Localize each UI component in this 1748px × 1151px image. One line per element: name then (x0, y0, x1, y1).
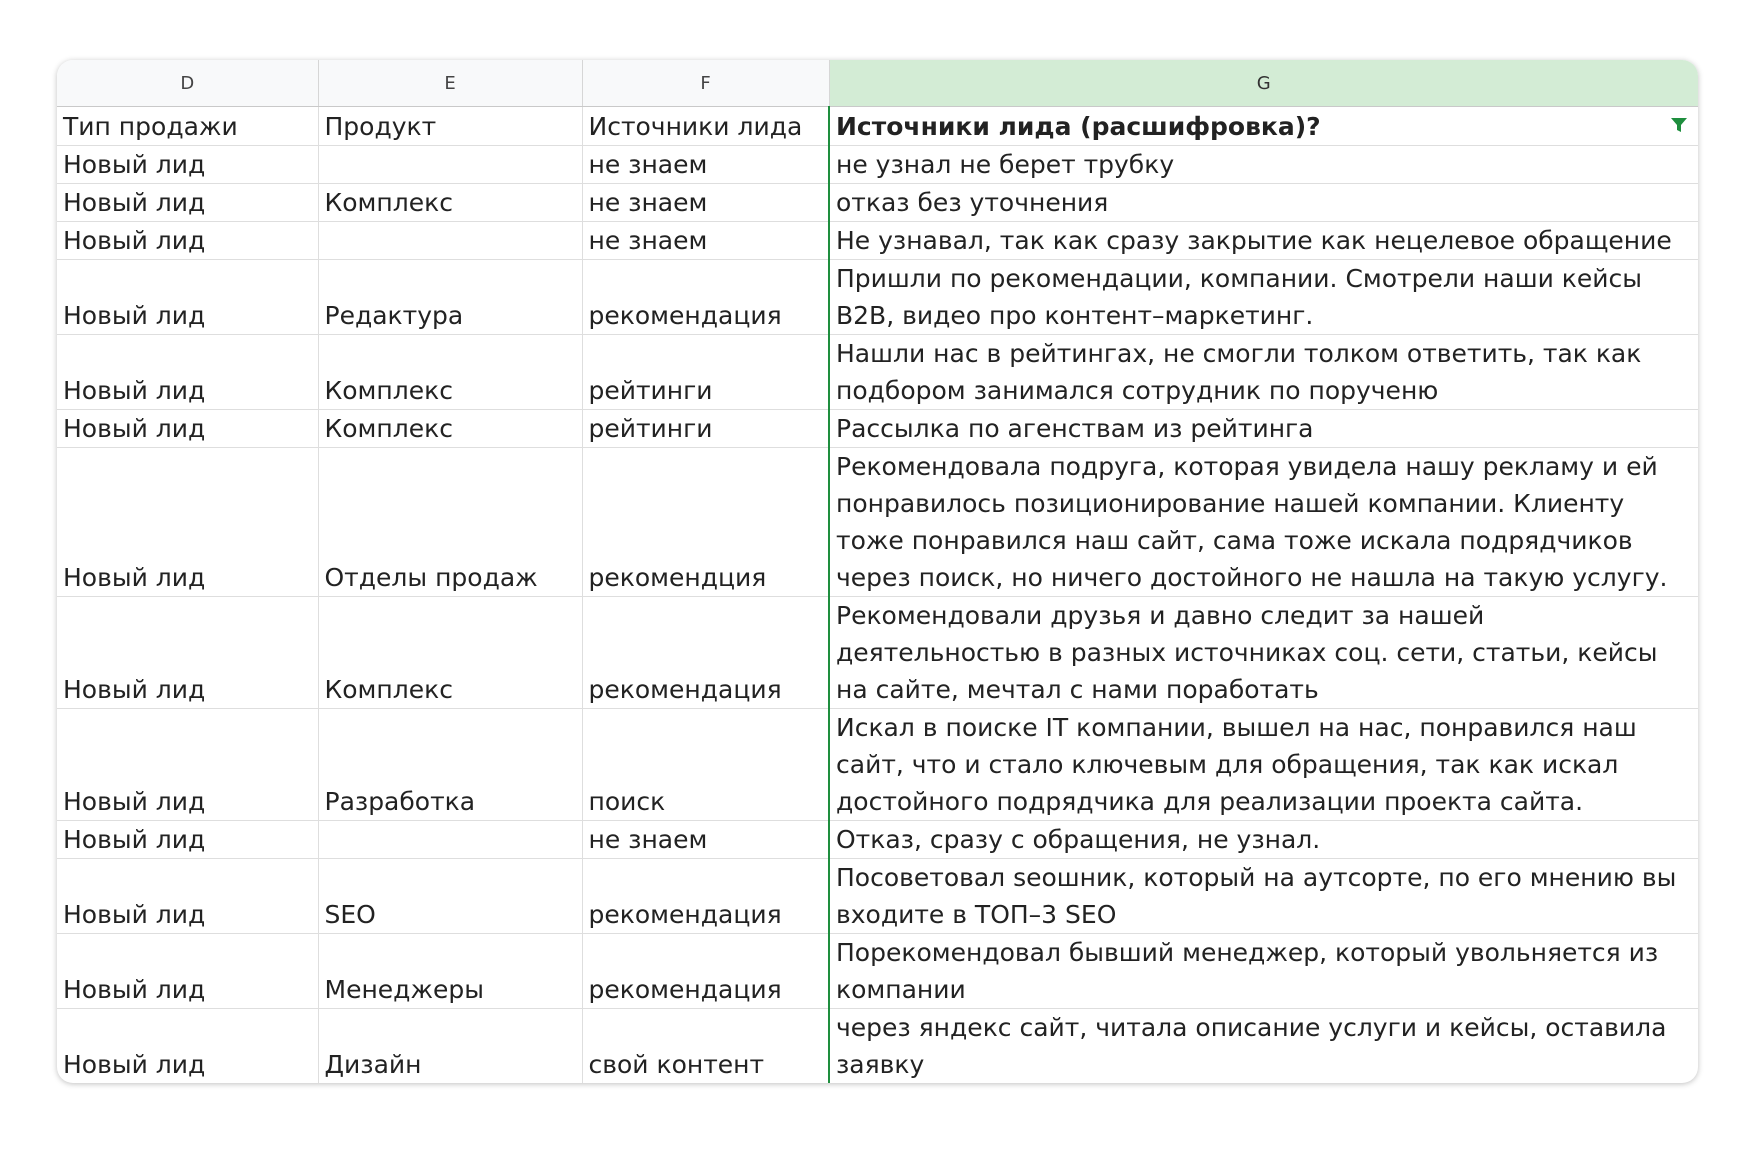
table-row (57, 859, 1698, 934)
column-header-e[interactable]: E (318, 60, 582, 107)
sale-type-cell[interactable]: Новый лид (57, 1009, 318, 1084)
lead-source-cell[interactable]: рекомендация (582, 260, 829, 335)
product-cell[interactable] (318, 821, 582, 859)
lead-source-cell[interactable]: не знаем (582, 821, 829, 859)
table-row (57, 410, 1698, 448)
lead-source-details-cell[interactable]: Порекомендовал бывший менеджер, который увольняется из компании (829, 934, 1698, 1009)
column-header-g[interactable]: G (829, 60, 1698, 107)
table-row (57, 597, 1698, 709)
table-row (57, 184, 1698, 222)
lead-source-cell[interactable]: рейтинги (582, 410, 829, 448)
product-cell[interactable] (318, 146, 582, 184)
product-cell[interactable]: Комплекс (318, 597, 582, 709)
lead-source-details-cell[interactable]: Искал в поиске IT компании, вышел на нас, понравился наш сайт, что и стало ключевым для обращения, так как искал достойного подрядчика для реализации проекта сайта. (829, 709, 1698, 821)
lead-source-cell[interactable]: рекомендация (582, 859, 829, 934)
lead-source-cell[interactable]: рекомендация (582, 597, 829, 709)
table-row (57, 222, 1698, 260)
sale-type-cell[interactable]: Новый лид (57, 934, 318, 1009)
product-cell[interactable]: Отделы продаж (318, 448, 582, 597)
column-header-row (57, 60, 1698, 107)
table-row (57, 934, 1698, 1009)
table-row (57, 260, 1698, 335)
lead-source-cell[interactable]: рекомендация (582, 934, 829, 1009)
lead-source-cell[interactable]: поиск (582, 709, 829, 821)
product-cell[interactable]: Дизайн (318, 1009, 582, 1084)
product-cell[interactable]: Разработка (318, 709, 582, 821)
sale-type-cell[interactable]: Новый лид (57, 335, 318, 410)
sale-type-cell[interactable]: Новый лид (57, 222, 318, 260)
column-header-d[interactable]: D (57, 60, 318, 107)
spreadsheet-grid (57, 60, 1698, 1083)
product-cell[interactable]: Менеджеры (318, 934, 582, 1009)
sale-type-cell[interactable]: Новый лид (57, 597, 318, 709)
sale-type-cell[interactable]: Новый лид (57, 859, 318, 934)
header-cell-product[interactable]: Продукт (318, 107, 582, 146)
table-row (57, 821, 1698, 859)
lead-source-cell[interactable]: не знаем (582, 184, 829, 222)
sale-type-cell[interactable]: Новый лид (57, 709, 318, 821)
data-table (57, 60, 1698, 1083)
lead-source-cell[interactable]: рейтинги (582, 335, 829, 410)
sale-type-cell[interactable]: Новый лид (57, 410, 318, 448)
lead-source-cell[interactable]: не знаем (582, 222, 829, 260)
table-row (57, 1009, 1698, 1084)
lead-source-details-cell[interactable]: Рекомендовали друзья и давно следит за нашей деятельностью в разных источниках соц. сети, статьи, кейсы на сайте, мечтал с нами поработать (829, 597, 1698, 709)
header-cell-lead-source-details[interactable] (829, 107, 1698, 146)
column-header-f[interactable]: F (582, 60, 829, 107)
product-cell[interactable]: Комплекс (318, 184, 582, 222)
lead-source-details-cell[interactable]: через яндекс сайт, читала описание услуги и кейсы, оставила заявку (829, 1009, 1698, 1084)
sale-type-cell[interactable]: Новый лид (57, 260, 318, 335)
product-cell[interactable] (318, 222, 582, 260)
lead-source-cell[interactable]: свой контент (582, 1009, 829, 1084)
sale-type-cell[interactable]: Новый лид (57, 821, 318, 859)
lead-source-details-cell[interactable]: Нашли нас в рейтингах, не смогли толком ответить, так как подбором занимался сотрудник по порученю (829, 335, 1698, 410)
product-cell[interactable]: SEO (318, 859, 582, 934)
product-cell[interactable]: Комплекс (318, 410, 582, 448)
lead-source-cell[interactable]: рекомендция (582, 448, 829, 597)
product-cell[interactable]: Редактура (318, 260, 582, 335)
product-cell[interactable]: Комплекс (318, 335, 582, 410)
lead-source-details-cell[interactable]: Рекомендовала подруга, которая увидела нашу рекламу и ей понравилось позиционирование нашей компании. Клиенту тоже понравился наш сайт, сама тоже искала подрядчиков через поиск, но ничего достойного не нашла на такую услугу. (829, 448, 1698, 597)
lead-source-details-cell[interactable]: Не узнавал, так как сразу закрытие как нецелевое обращение (829, 222, 1698, 260)
sale-type-cell[interactable]: Новый лид (57, 448, 318, 597)
lead-source-details-cell[interactable]: Пришли по рекомендации, компании. Смотрели наши кейсы B2B, видео про контент–маркетинг. (829, 260, 1698, 335)
table-row (57, 448, 1698, 597)
sale-type-cell[interactable]: Новый лид (57, 146, 318, 184)
header-cell-sale-type[interactable]: Тип продажи (57, 107, 318, 146)
table-row (57, 146, 1698, 184)
header-cell-lead-source-details-text: Источники лида (расшифровка)? (836, 112, 1321, 141)
lead-source-details-cell[interactable]: Отказ, сразу с обращения, не узнал. (829, 821, 1698, 859)
lead-source-details-cell[interactable]: не узнал не берет трубку (829, 146, 1698, 184)
lead-source-details-cell[interactable]: отказ без уточнения (829, 184, 1698, 222)
table-row (57, 709, 1698, 821)
table-row (57, 335, 1698, 410)
lead-source-details-cell[interactable]: Рассылка по агенствам из рейтинга (829, 410, 1698, 448)
sale-type-cell[interactable]: Новый лид (57, 184, 318, 222)
header-row (57, 107, 1698, 146)
header-cell-lead-source[interactable]: Источники лида (582, 107, 829, 146)
lead-source-cell[interactable]: не знаем (582, 146, 829, 184)
lead-source-details-cell[interactable]: Посоветовал seoшник, который на аутсорте, по его мнению вы входите в ТОП–3 SEO (829, 859, 1698, 934)
